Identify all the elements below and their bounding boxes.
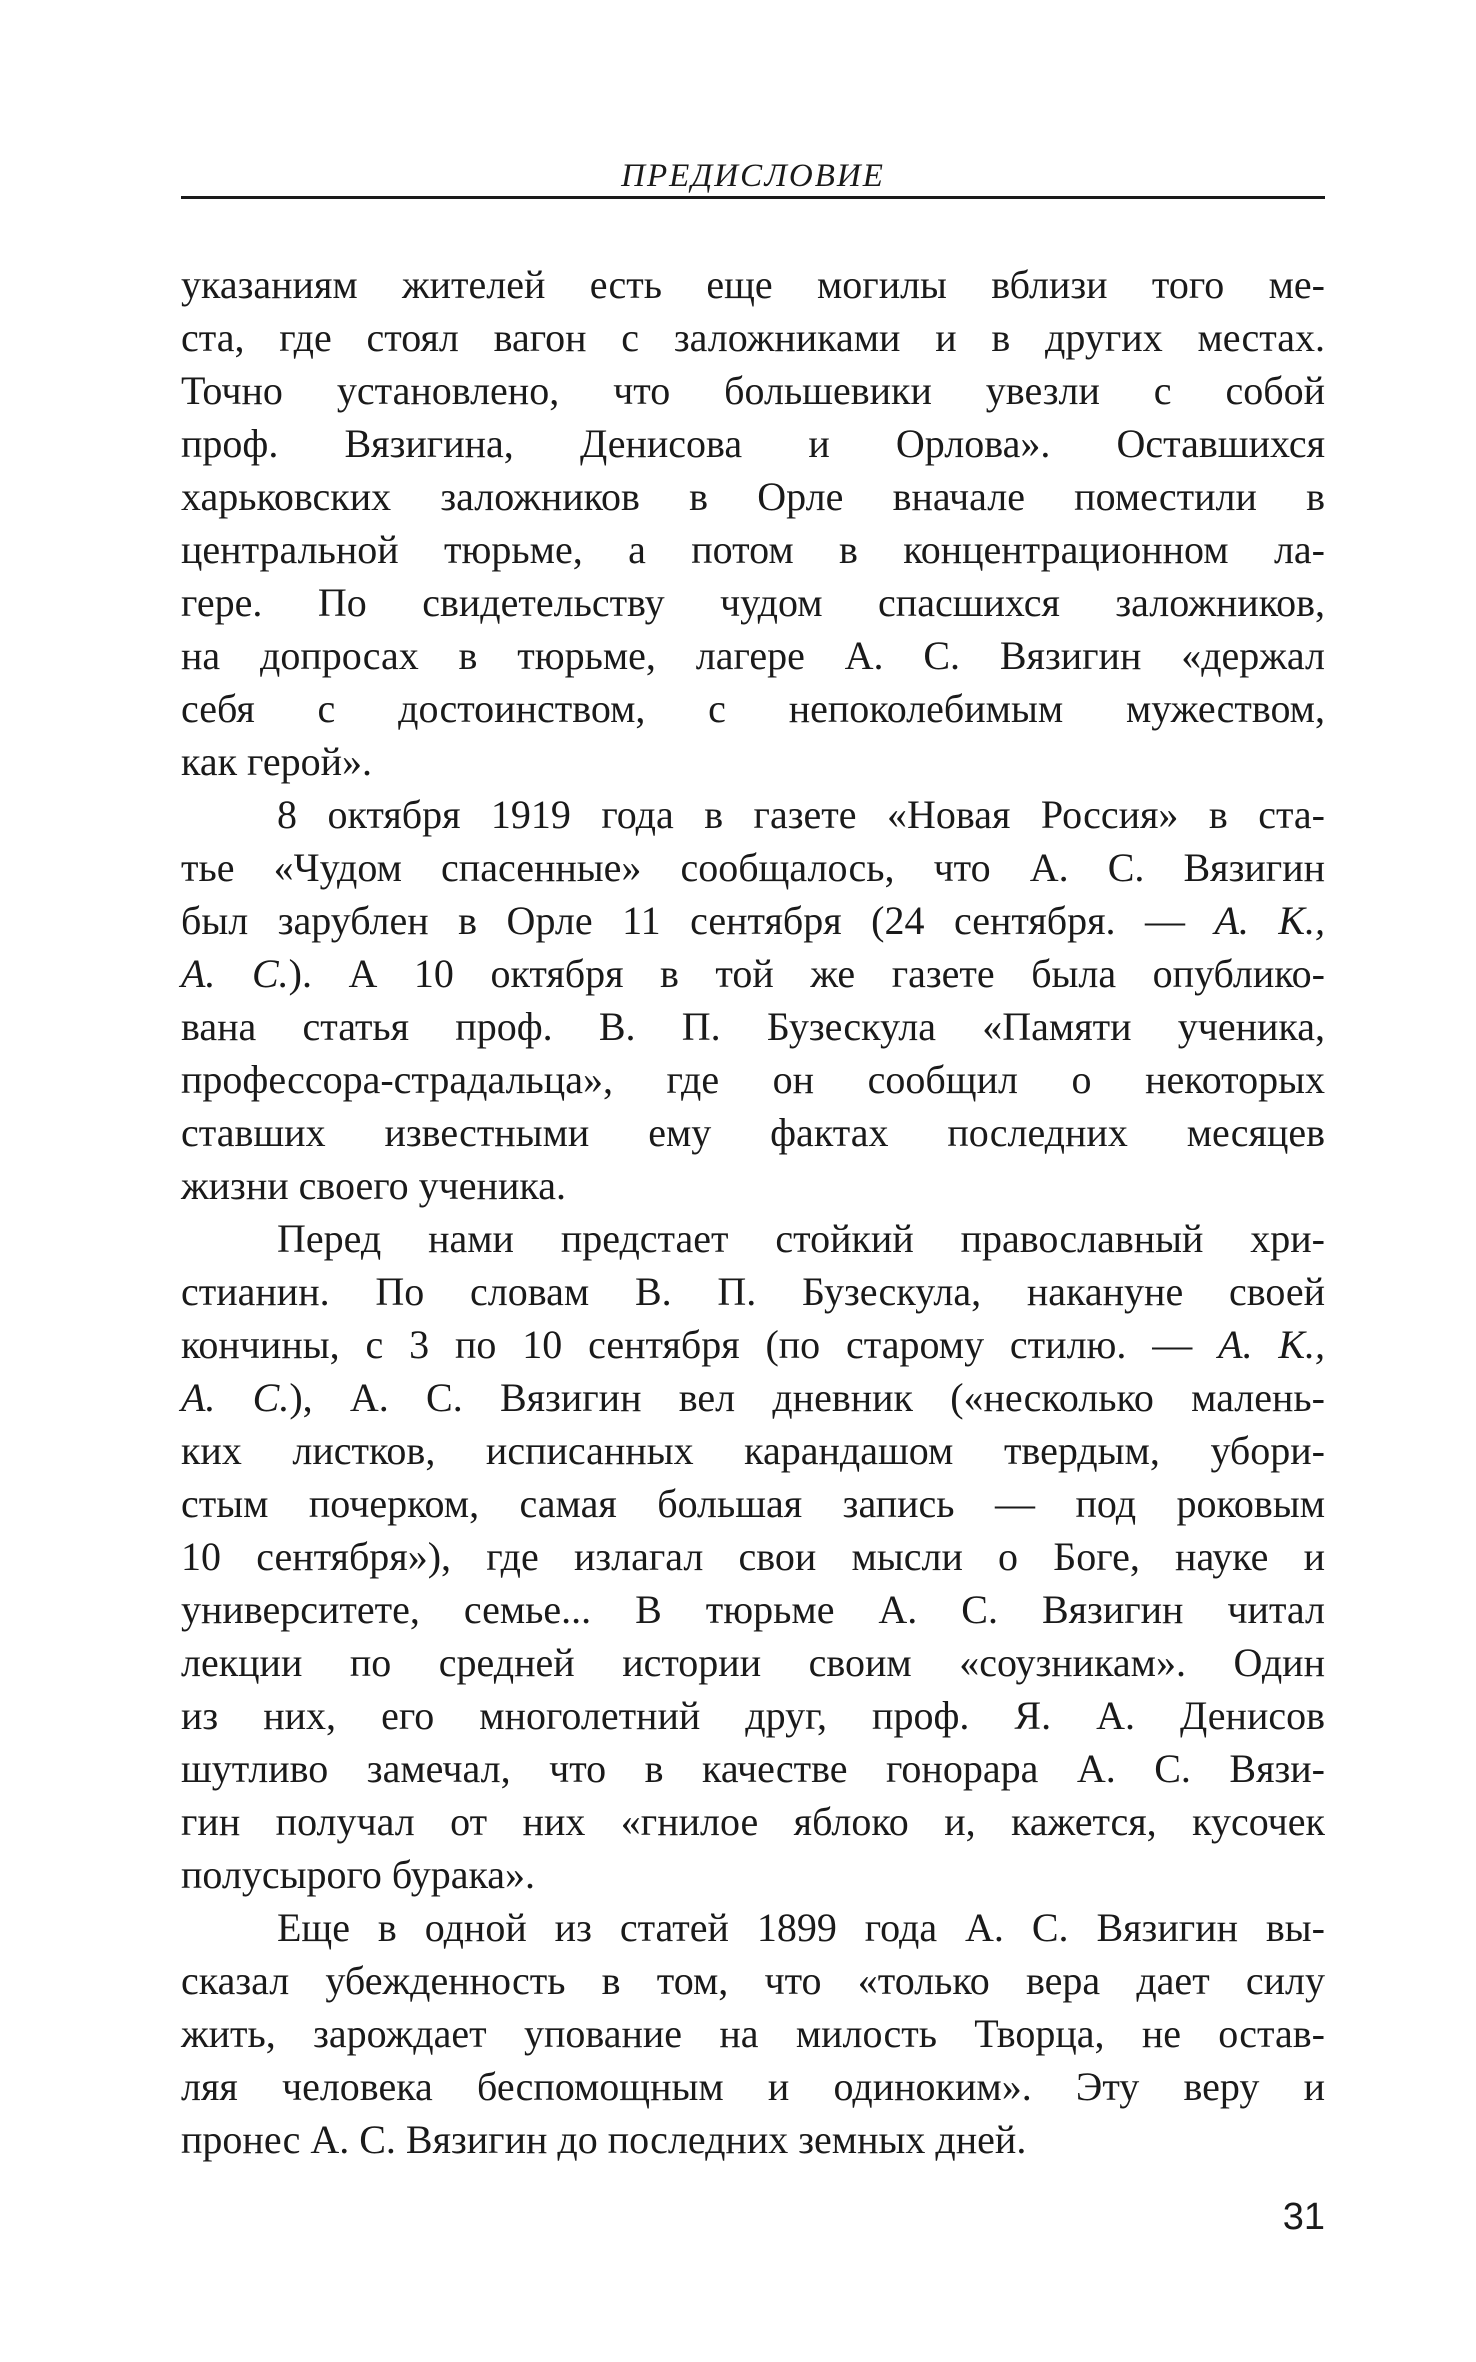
- text-line: жить, зарождает упование на милость Творца, не остав-: [181, 2011, 1325, 2056]
- text-line: гин получал от них «гнилое яблоко и, кажется, кусочек: [181, 1799, 1325, 1844]
- text-line: ста, где стоял вагон с заложниками и в других местах.: [181, 315, 1325, 360]
- text-line: университете, семье... В тюрьме А. С. Вязигин читал: [181, 1587, 1325, 1632]
- text-line: полусырого бурака».: [181, 1852, 536, 1897]
- running-head: ПРЕДИСЛОВИЕ: [621, 158, 885, 194]
- text-line: ставших известными ему фактах последних месяцев: [181, 1110, 1325, 1155]
- text-line: профессора-страдальца», где он сообщил о некоторых: [181, 1057, 1325, 1102]
- body-text: [181, 258, 1325, 2166]
- text-line: указаниям жителей есть еще могилы вблизи того ме-: [181, 262, 1325, 307]
- text-line: ляя человека беспомощным и одиноким». Эту веру и: [181, 2064, 1325, 2109]
- text-line: 8 октября 1919 года в газете «Новая Россия» в ста-: [277, 792, 1325, 837]
- text-line: 10 сентября»), где излагал свои мысли о Боге, науке и: [181, 1534, 1325, 1579]
- text-line: Перед нами предстает стойкий православный хри-: [277, 1216, 1325, 1261]
- text-line: вана статья проф. В. П. Бузескула «Памяти ученика,: [181, 1004, 1325, 1049]
- text-line: жизни своего ученика.: [181, 1163, 566, 1208]
- text-line: А. С.), А. С. Вязигин вел дневник («несколько малень-: [181, 1375, 1325, 1420]
- text-line: стым почерком, самая большая запись — под роковым: [181, 1481, 1325, 1526]
- text-line: А. С.). А 10 октября в той же газете была опублико-: [181, 951, 1325, 996]
- text-line: тье «Чудом спасенные» сообщалось, что А. С. Вязигин: [181, 845, 1325, 890]
- text-line: ких листков, исписанных карандашом твердым, убори-: [181, 1428, 1325, 1473]
- text-line: Еще в одной из статей 1899 года А. С. Вязигин вы-: [277, 1905, 1325, 1950]
- text-line: пронес А. С. Вязигин до последних земных дней.: [181, 2117, 1027, 2162]
- text-line: проф. Вязигина, Денисова и Орлова». Оставшихся: [181, 421, 1325, 466]
- text-line: кончины, с 3 по 10 сентября (по старому стилю. — А. К.,: [181, 1322, 1325, 1367]
- text-line: сказал убежденность в том, что «только вера дает силу: [181, 1958, 1325, 2003]
- header-rule: [181, 196, 1325, 199]
- text-line: харьковских заложников в Орле вначале поместили в: [181, 474, 1325, 519]
- text-line: себя с достоинством, с непоколебимым мужеством,: [181, 686, 1325, 731]
- text-line: центральной тюрьме, а потом в концентрационном ла-: [181, 527, 1325, 572]
- text-line: на допросах в тюрьме, лагере А. С. Вязигин «держал: [181, 633, 1325, 678]
- text-line: был зарублен в Орле 11 сентября (24 сентября. — А. К.,: [181, 898, 1325, 943]
- page-number: 31: [1282, 2196, 1325, 2238]
- text-line: гере. По свидетельству чудом спасшихся заложников,: [181, 580, 1325, 625]
- text-line: стианин. По словам В. П. Бузескула, накануне своей: [181, 1269, 1325, 1314]
- text-line: из них, его многолетний друг, проф. Я. А. Денисов: [181, 1693, 1325, 1738]
- text-line: шутливо замечал, что в качестве гонорара А. С. Вязи-: [181, 1746, 1325, 1791]
- text-line: как герой».: [181, 739, 373, 784]
- text-line: Точно установлено, что большевики увезли с собой: [181, 368, 1325, 413]
- text-line: лекции по средней истории своим «соузникам». Один: [181, 1640, 1325, 1685]
